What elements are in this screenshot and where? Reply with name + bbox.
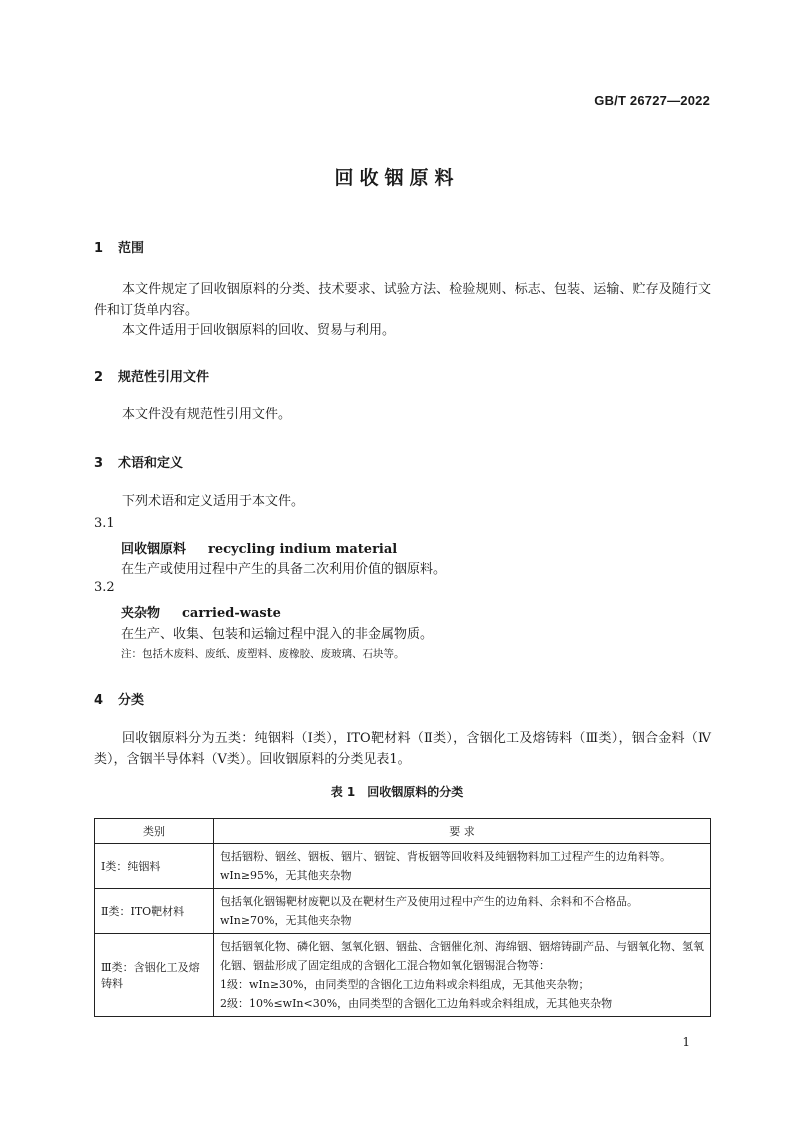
category-cell: Ⅱ类：ITO靶材料 [95,889,214,934]
section-number: 4 [94,693,104,708]
requirement-line: 包括氧化铟锡靶材废靶以及在靶材生产及使用过程中产生的边角料、余料和不合格品。 [220,895,638,908]
section-2-heading [94,366,209,385]
requirement-line: 包括铟粉、铟丝、铟板、铟片、铟锭、背板铟等回收料及纯铟物料加工过程产生的边角料等。 [220,850,671,863]
term-definition: 在生产、收集、包装和运输过程中混入的非金属物质。 [121,627,434,642]
requirement-line: wIn≥70%，无其他夹杂物 [220,914,352,927]
paragraph: 本文件规定了回收铟原料的分类、技术要求、试验方法、检验规则、标志、包装、运输、贮存及随行文件和订货单内容。 [94,282,711,318]
term-definition: 在生产或使用过程中产生的具备二次利用价值的铟原料。 [121,562,447,577]
requirement-line: 1级：wIn≥30%，由同类型的含铟化工边角料或余料组成，无其他夹杂物； [220,978,590,991]
section-number: 2 [94,370,104,385]
column-header-requirement: 要 求 [214,819,711,844]
section-3-heading [94,452,183,471]
section-number: 1 [94,241,104,256]
category-cell: Ⅰ类：纯铟料 [95,844,214,889]
table-row [95,934,711,1017]
requirement-line: 包括铟氧化物、磷化铟、氢氧化铟、铟盐、含铟催化剂、海绵铟、铟熔铸副产品、与铟氧化物、氢氧化铟、铟盐形成了固定组成的含铟化工混合物如氧化铟锡混合物等： [220,940,704,972]
term-entry [121,602,281,621]
document-title: 回收铟原料 [334,167,460,189]
section-title: 范围 [118,241,145,256]
section-4-heading [94,689,144,708]
category-cell: Ⅲ类：含铟化工及熔铸料 [95,934,214,1017]
paragraph: 回收铟原料分为五类：纯铟料（Ⅰ类），ITO靶材料（Ⅱ类），含铟化工及熔铸料（Ⅲ类），铟合金料（Ⅳ类），含铟半导体料（Ⅴ类）。回收铟原料的分类见表1。 [94,731,711,767]
standard-number: GB/T 26727—2022 [594,93,710,108]
paragraph: 本文件适用于回收铟原料的回收、贸易与利用。 [122,323,396,338]
table-header-row [95,819,711,844]
clause-number: 3.1 [94,516,115,531]
requirement-cell [214,934,711,1017]
requirement-cell [214,844,711,889]
column-header-category: 类别 [95,819,214,844]
term-zh: 夹杂物 [121,606,161,621]
term-zh: 回收铟原料 [121,542,187,557]
table-row [95,844,711,889]
section-number: 3 [94,456,104,471]
table-caption: 表 1 回收铟原料的分类 [330,785,464,799]
requirement-line: wIn≥95%，无其他夹杂物 [220,869,352,882]
requirement-line: 2级：10%≤wIn<30%，由同类型的含铟化工边角料或余料组成，无其他夹杂物 [220,997,613,1010]
table-row [95,889,711,934]
paragraph: 下列术语和定义适用于本文件。 [122,494,305,509]
paragraph: 本文件没有规范性引用文件。 [122,407,292,422]
term-en: carried-waste [182,606,281,621]
note: 注：包括木废料、废纸、废塑料、废橡胶、废玻璃、石块等。 [121,648,405,660]
classification-table [94,818,711,1017]
section-title: 分类 [118,693,145,708]
page-number: 1 [682,1035,690,1049]
requirement-cell [214,889,711,934]
term-entry [121,538,397,557]
section-1-heading [94,237,144,256]
clause-number: 3.2 [94,580,115,595]
term-en: recycling indium material [208,542,398,557]
section-title: 术语和定义 [118,456,184,471]
section-title: 规范性引用文件 [118,370,210,385]
